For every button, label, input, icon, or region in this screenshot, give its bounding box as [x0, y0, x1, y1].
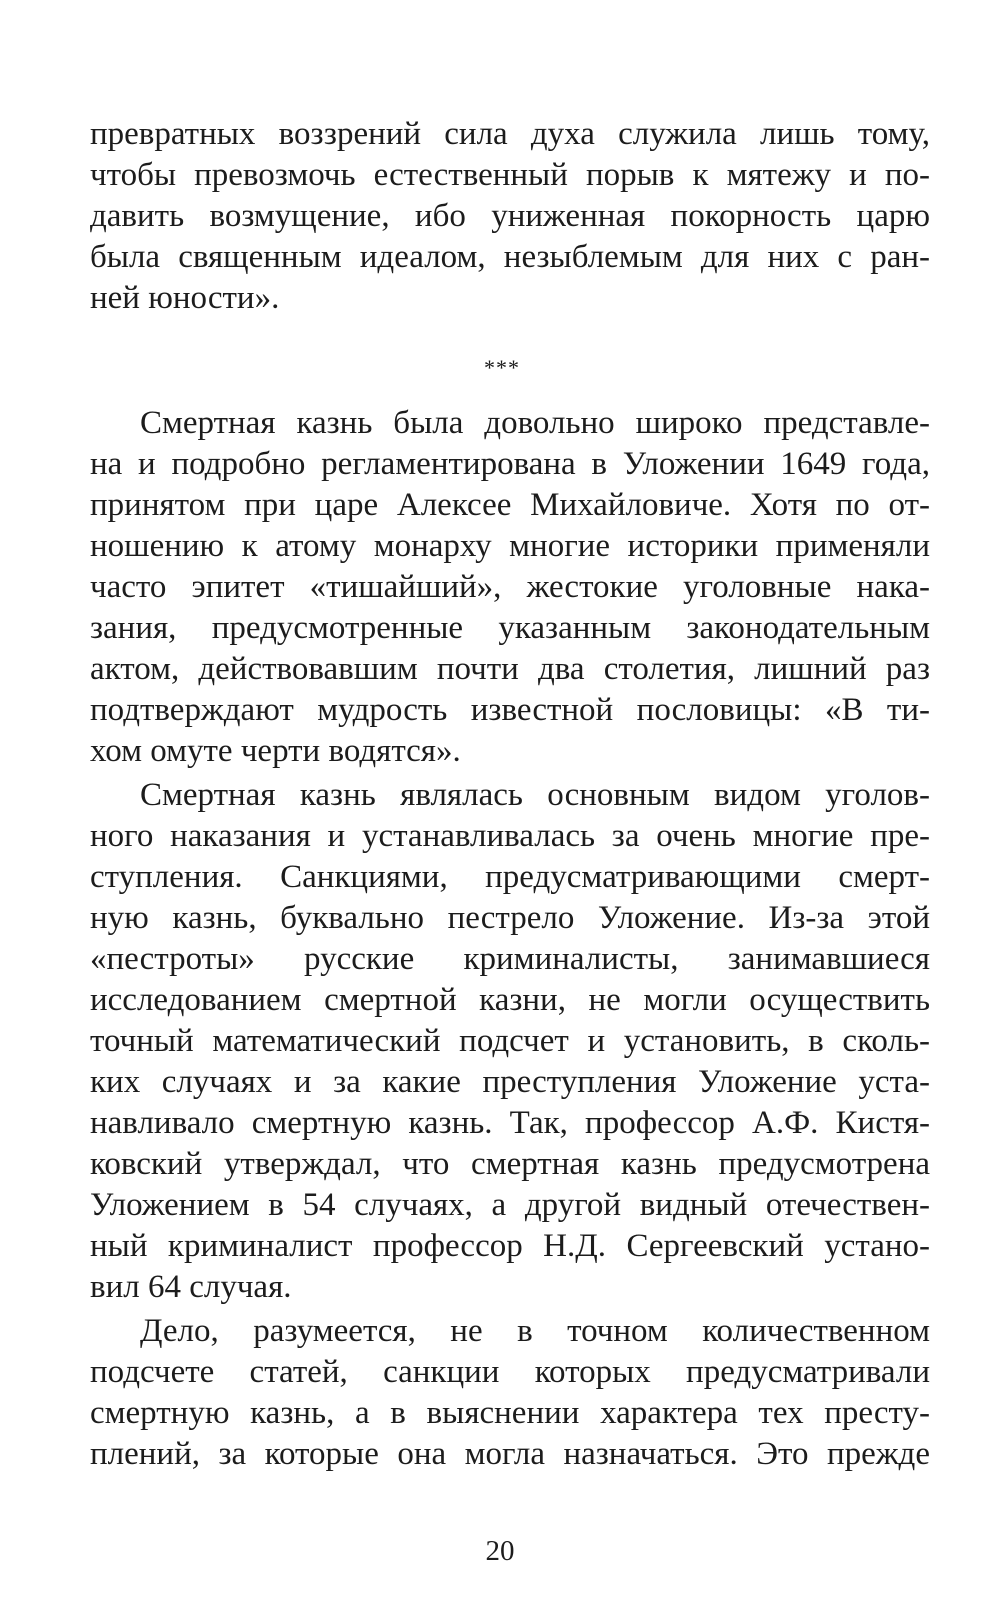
text-line: актом, действовавшим почти два столетия, лишний раз [90, 651, 930, 687]
text-line: исследованием смертной казни, не могли осуществить [90, 982, 930, 1018]
book-page-text [90, 114, 930, 1475]
paragraph [90, 775, 930, 1308]
text-line: «пестроты» русские криминалисты, занимавшиеся [90, 941, 930, 977]
text-line: ный криминалист профессор Н.Д. Сергеевский устано- [90, 1228, 930, 1264]
text-line: хом омуте черти водятся». [90, 733, 461, 769]
text-line: превратных воззрений сила духа служила лишь тому, [90, 116, 930, 152]
text-line: ней юности». [90, 280, 280, 316]
text-line: Уложением в 54 случаях, а другой видный отечествен- [90, 1187, 930, 1223]
page-number: 20 [485, 1535, 515, 1567]
text-line: часто эпитет «тишайший», жестокие уголовные нака- [90, 569, 930, 605]
text-line: вил 64 случая. [90, 1269, 292, 1305]
paragraph [90, 1311, 930, 1475]
text-line: ких случаях и за какие преступления Уложение уста- [90, 1064, 930, 1100]
text-line: ковский утверждал, что смертная казнь предусмотрена [90, 1146, 930, 1182]
text-line: ного наказания и устанавливалась за очень многие пре- [90, 818, 930, 854]
paragraph-continuation [90, 114, 930, 319]
text-line: ступления. Санкциями, предусматривающими смерт- [90, 859, 930, 895]
text-line: давить возмущение, ибо униженная покорность царю [90, 198, 930, 234]
text-line: навливало смертную казнь. Так, профессор А.Ф. Кистя- [90, 1105, 930, 1141]
text-line: Смертная казнь была довольно широко представле- [140, 405, 930, 441]
text-line: плений, за которые она могла назначаться. Это прежде [90, 1436, 930, 1472]
text-line: смертную казнь, а в выяснении характера тех престу- [90, 1395, 930, 1431]
text-line: зания, предусмотренные указанным законодательным [90, 610, 930, 646]
asterism-separator: *** [484, 355, 520, 380]
text-line: была священным идеалом, незыблемым для них с ран- [90, 239, 930, 275]
text-line: ную казнь, буквально пестрело Уложение. Из-за этой [90, 900, 930, 936]
text-line: точный математический подсчет и установить, в сколь- [90, 1023, 930, 1059]
text-line: подтверждают мудрость известной пословицы: «В ти- [90, 692, 930, 728]
text-line: Дело, разумеется, не в точном количественном [140, 1313, 930, 1349]
paragraph [90, 403, 930, 772]
section-break [90, 319, 930, 391]
text-line: принятом при царе Алексее Михайловиче. Хотя по от- [90, 487, 930, 523]
text-line: Смертная казнь являлась основным видом уголов- [140, 777, 930, 813]
text-line: подсчете статей, санкции которых предусматривали [90, 1354, 930, 1390]
text-line: ношению к атому монарху многие историки применяли [90, 528, 930, 564]
text-line: чтобы превозмочь естественный порыв к мятежу и по- [90, 157, 930, 193]
text-line: на и подробно регламентирована в Уложении 1649 года, [90, 446, 930, 482]
